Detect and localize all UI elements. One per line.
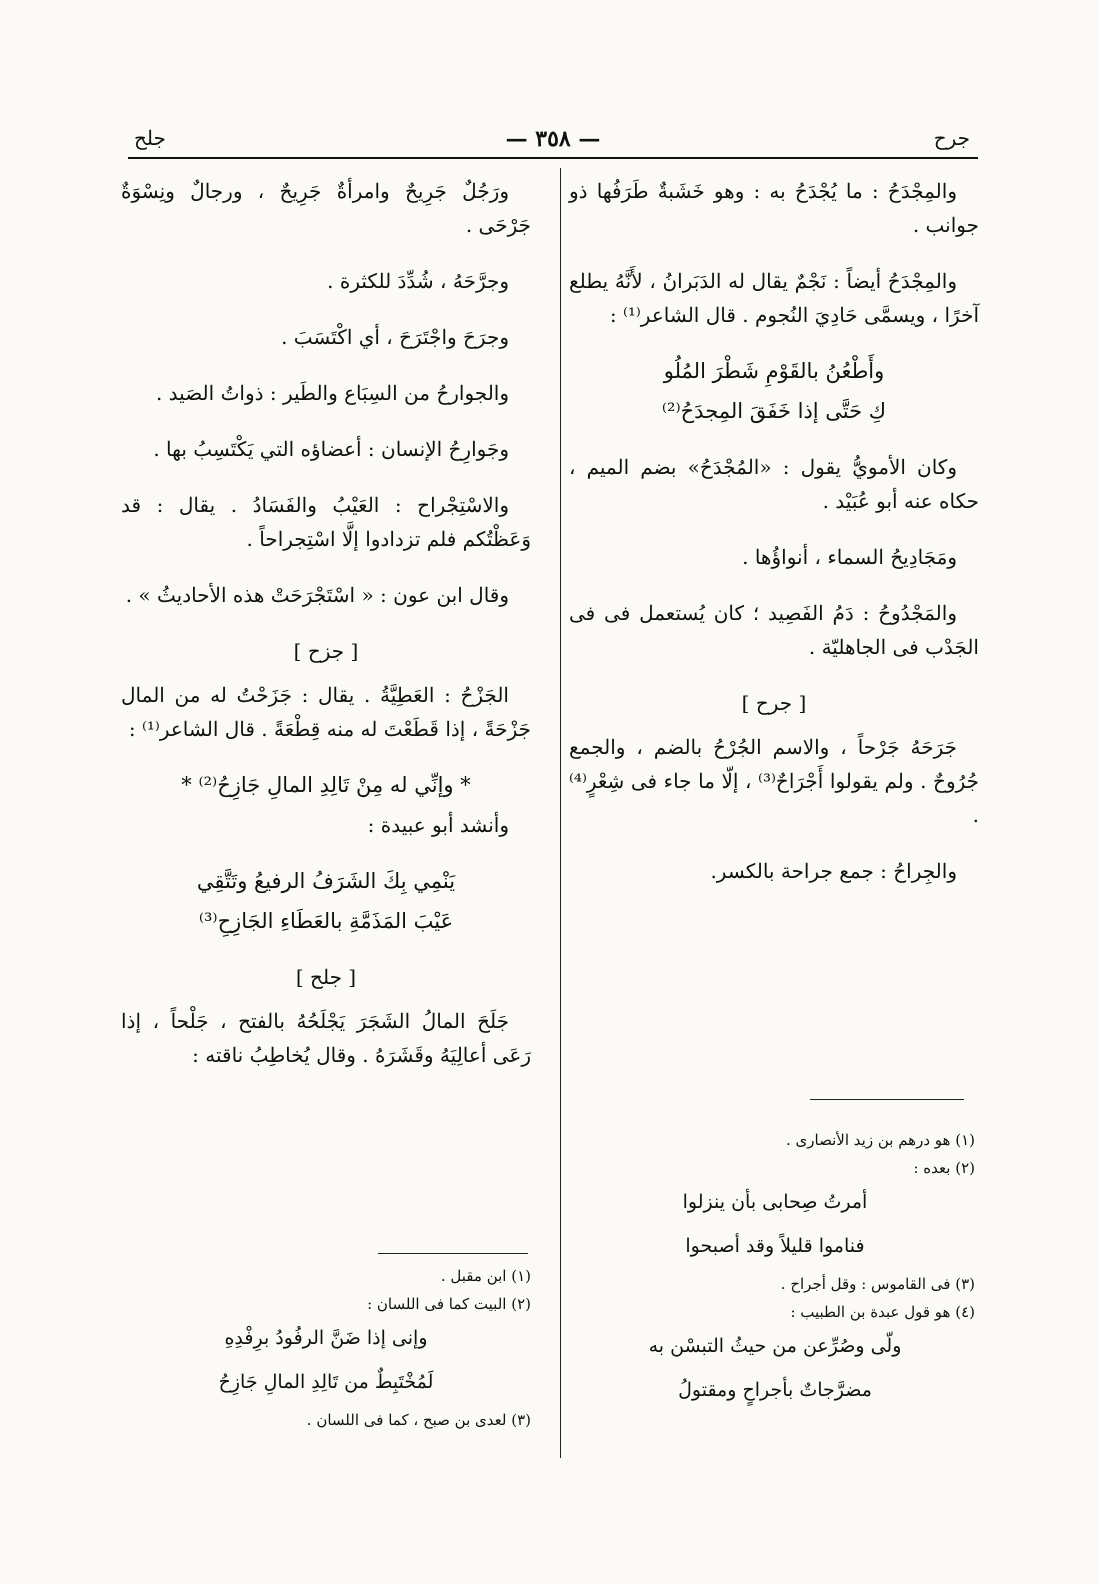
footnote: (٢) البيت كما فى اللسان : <box>367 1295 531 1313</box>
footnote: (١) ابن مقبل . <box>440 1267 531 1285</box>
page-header <box>128 122 978 158</box>
left-column <box>121 174 531 1094</box>
entry-paragraph: جَرَحَهُ جَرْحاً ، والاسم الجُرْحُ بالضم ، والجمع جُرُوحٌ . ولم يقولوا أَجْرَاحٌ⁽³⁾ ، إلّا ما جاء فى شِعْرٍ⁽⁴⁾ . <box>569 735 979 827</box>
verse-line: * وإنِّي له مِنْ تَالِدِ المالِ جَازِحُ⁽²⁾ * <box>181 773 471 797</box>
entry-paragraph: وجَوارِحُ الإنسان : أعضاؤه التي يَكْتَسِبُ بها . <box>153 437 509 461</box>
footnote-verse: ولّى وصُرِّعن من حيثُ التبسْن به <box>648 1335 902 1357</box>
footnotes-right <box>575 1128 975 1416</box>
footnote-rule <box>810 1099 964 1100</box>
footnote-rule <box>378 1253 528 1254</box>
entry-paragraph: جَلَحَ المالُ الشَجَرَ يَجْلَحُهُ بالفتح ، جَلْحاً ، إذا رَعَى أعالِيَهُ وقَشَرَهُ . وقال يُخاطِبُ ناقته : <box>121 1009 531 1067</box>
header-rule <box>128 157 978 159</box>
entry-paragraph: والاسْتِجْراح : العَيْبُ والفَسَادُ . يقال : قد وَعَظْتُكم فلم تزدادوا إلَّا اسْتِجراحاً . <box>121 493 531 551</box>
entry-paragraph: ومَجَادِيحُ السماء ، أنواؤُها . <box>742 545 957 569</box>
footnote-verse: فناموا قليلاً وقد أصبحوا <box>685 1235 865 1257</box>
entry-paragraph: والمَجْدُوحُ : دَمُ الفَصِيد ؛ كان يُستعمل فى فى الجَدْب فى الجاهليّة . <box>569 601 979 659</box>
footnote: (٢) بعده : <box>913 1159 975 1177</box>
entry-paragraph: ورَجُلٌ جَرِيحٌ وامرأةٌ جَرِيحٌ ، ورجالٌ ونِسْوَةٌ جَرْحَى . <box>121 179 531 237</box>
page-number: — ٣٥٨ — <box>505 126 601 152</box>
column-divider <box>560 168 561 1458</box>
entry-paragraph: والجوارحُ من السِبَاع والطَير : ذواتُ الصَيد . <box>155 381 509 405</box>
footnote: (٣) فى القاموس : وقل أجراح . <box>780 1275 975 1293</box>
entry-paragraph: وجرَحَ واجْتَرَحَ ، أي اكْتَسَبَ . <box>281 325 509 349</box>
verse-line: عَيْبَ المَذَمَّةِ بالعَطَاءِ الجَازِحِ⁽³⁾ <box>198 909 454 933</box>
footnote-verse: أمرتُ صِحابى بأن ينزلوا <box>682 1191 868 1213</box>
verse-line: وأَطْعُنُ بالقَوْمِ شَطْرَ المُلُو <box>663 359 885 383</box>
root-heading-jrh: [ جرح ] <box>741 691 807 715</box>
footnotes-left <box>121 1264 531 1436</box>
footnote-verse: لَمُخْتَبِطٌ من تَالِدِ المالِ جَازِحُ <box>218 1371 434 1393</box>
footnote: (١) هو درهم بن زيد الأنصارى . <box>786 1131 975 1149</box>
entry-paragraph: وجرَّحَهُ ، شُدِّدَ للكثرة . <box>327 269 509 293</box>
verse-line: يَنْمِي بِكَ الشَرَفُ الرفيعُ وتَتَّقِي <box>196 869 456 893</box>
footnote-verse: مضرَّجاتٌ بأجراحٍ ومقتولُ <box>678 1379 872 1401</box>
root-heading-jlh: [ جلح ] <box>295 965 357 989</box>
entry-paragraph: والمِجْدَحُ : ما يُجْدَحُ به : وهو خَشَبةٌ طَرَفُها ذو جوانب . <box>569 179 979 237</box>
entry-paragraph: الجَزْحُ : العَطِيَّةُ . يقال : جَزَحْتُ له من المال جَزْحَةً ، إذا قَطَعْتَ له منه قِطْعَةً . قال الشاعر⁽¹⁾ : <box>121 683 531 741</box>
header-root-right: جرح <box>933 126 970 150</box>
entry-paragraph: والمِجْدَحُ أيضاً : نَجْمٌ يقال له الدَبَرانُ ، لأَنَّهُ يطلع آخرًا ، ويسمَّى حَادِيَ النُجوم . قال الشاعر⁽¹⁾ : <box>569 269 979 327</box>
verse-line: كِ حَتَّى إذا خَفَقَ المِجدَحُ⁽²⁾ <box>661 399 887 423</box>
root-heading-jzh: [ جزح ] <box>293 639 359 663</box>
footnote: (٤) هو قول عبدة بن الطبيب : <box>790 1303 975 1321</box>
entry-paragraph: والجِراحُ : جمع جراحة بالكسر. <box>710 859 957 883</box>
footnote-verse: وإنى إذا ضَنَّ الرفُودُ برِفْدِهِ <box>224 1327 428 1349</box>
footnote: (٣) لعدى بن صبح ، كما فى اللسان . <box>306 1411 531 1429</box>
entry-paragraph: وقال ابن عون : « اسْتَجْرَحَتْ هذه الأحاديثُ » . <box>125 583 509 607</box>
right-column <box>569 174 979 910</box>
entry-paragraph: وكان الأمويُّ يقول : «المُجْدَحُ» بضم الميم ، حكاه عنه أبو عُبَيْد . <box>569 455 979 513</box>
header-root-left: جلح <box>134 126 166 150</box>
entry-paragraph: وأنشد أبو عبيدة : <box>367 813 509 837</box>
